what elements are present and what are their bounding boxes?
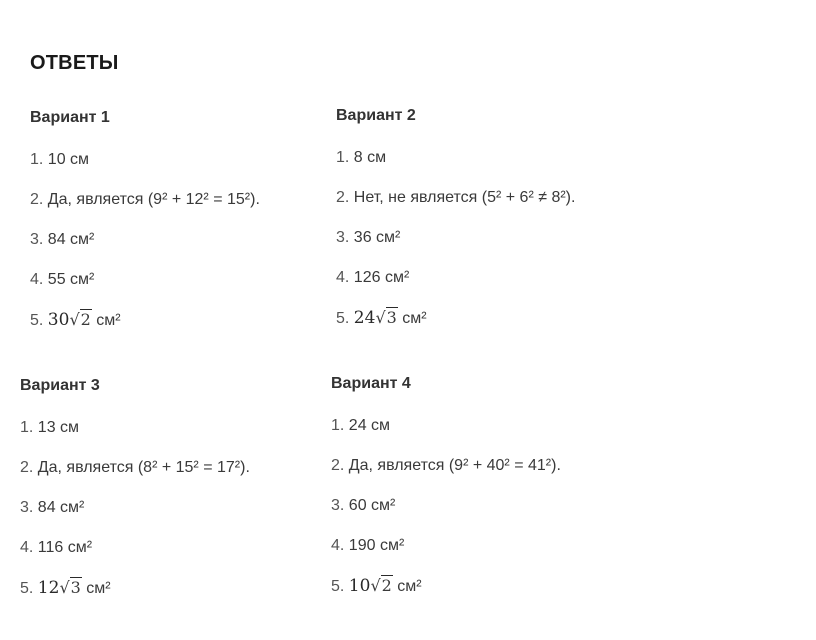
answer-2 bbox=[30, 189, 260, 211]
answer-number: 3. bbox=[30, 231, 44, 248]
answer-number: 1. bbox=[30, 151, 44, 168]
answer-number: 5. bbox=[336, 310, 350, 327]
answer-1 bbox=[20, 417, 250, 439]
answer-number: 2. bbox=[336, 189, 350, 206]
answer-3 bbox=[331, 495, 561, 517]
math-coefficient: 24 bbox=[353, 308, 376, 328]
answer-number: 2. bbox=[331, 457, 345, 474]
answer-number: 4. bbox=[20, 539, 34, 556]
sqrt-expression bbox=[69, 309, 91, 332]
radical-sign-icon: √ bbox=[59, 578, 70, 597]
answer-5 bbox=[331, 575, 561, 597]
answer-number: 4. bbox=[331, 537, 345, 554]
answer-number: 1. bbox=[336, 149, 350, 166]
answer-number: 5. bbox=[20, 580, 34, 597]
math-coefficient: 12 bbox=[37, 578, 60, 598]
answer-2 bbox=[20, 457, 250, 479]
answer-2 bbox=[331, 455, 561, 477]
radical-sign-icon: √ bbox=[370, 576, 381, 595]
answer-text: Да, является (8² + 15² = 17²). bbox=[37, 459, 250, 476]
answer-3 bbox=[336, 227, 575, 249]
answer-text: 8 см bbox=[353, 149, 387, 166]
answer-number: 1. bbox=[20, 419, 34, 436]
answer-text: 60 см² bbox=[348, 497, 396, 514]
answer-text: 190 см² bbox=[348, 537, 405, 554]
answer-text: Нет, не является (5² + 6² ≠ 8²). bbox=[353, 189, 576, 206]
answer-1 bbox=[331, 415, 561, 437]
variant-1 bbox=[30, 107, 260, 331]
answer-number: 1. bbox=[331, 417, 345, 434]
answer-5 bbox=[30, 309, 260, 331]
answer-text: 84 см² bbox=[47, 231, 95, 248]
variant-title: Вариант 1 bbox=[30, 109, 110, 126]
answer-1 bbox=[30, 149, 260, 171]
radical-sign-icon: √ bbox=[69, 310, 80, 329]
answer-text: Да, является (9² + 12² = 15²). bbox=[47, 191, 260, 208]
answer-number: 4. bbox=[336, 269, 350, 286]
answer-unit: см² bbox=[86, 580, 111, 597]
variant-title: Вариант 4 bbox=[331, 375, 411, 392]
answer-1 bbox=[336, 147, 575, 169]
variant-3 bbox=[20, 375, 250, 599]
answer-4 bbox=[30, 269, 260, 291]
answer-text: Да, является (9² + 40² = 41²). bbox=[348, 457, 561, 474]
answer-number: 3. bbox=[20, 499, 34, 516]
answer-3 bbox=[30, 229, 260, 251]
answer-text: 10 см bbox=[47, 151, 90, 168]
answer-unit: см² bbox=[402, 310, 427, 327]
variant-2 bbox=[336, 105, 575, 329]
sqrt-expression bbox=[375, 307, 397, 330]
variant-title: Вариант 3 bbox=[20, 377, 100, 394]
answer-unit: см² bbox=[397, 578, 422, 595]
radicand: 3 bbox=[70, 578, 81, 597]
sqrt-expression bbox=[59, 577, 81, 600]
answer-number: 4. bbox=[30, 271, 44, 288]
answer-text: 84 см² bbox=[37, 499, 85, 516]
answer-number: 5. bbox=[331, 578, 345, 595]
answer-unit: см² bbox=[96, 312, 121, 329]
math-coefficient: 10 bbox=[348, 576, 371, 596]
answer-number: 2. bbox=[30, 191, 44, 208]
answer-text: 126 см² bbox=[353, 269, 410, 286]
answer-number: 5. bbox=[30, 312, 44, 329]
answer-4 bbox=[331, 535, 561, 557]
answer-2 bbox=[336, 187, 575, 209]
answer-number: 2. bbox=[20, 459, 34, 476]
answer-number: 3. bbox=[331, 497, 345, 514]
radicand: 2 bbox=[381, 576, 392, 595]
answer-text: 13 см bbox=[37, 419, 80, 436]
variant-4 bbox=[331, 373, 561, 597]
sqrt-expression bbox=[370, 575, 392, 598]
answer-text: 116 см² bbox=[37, 539, 93, 556]
answer-3 bbox=[20, 497, 250, 519]
answer-number: 3. bbox=[336, 229, 350, 246]
answer-5 bbox=[336, 307, 575, 329]
radicand: 3 bbox=[386, 308, 397, 327]
answer-text: 36 см² bbox=[353, 229, 401, 246]
answer-5 bbox=[20, 577, 250, 599]
variant-title: Вариант 2 bbox=[336, 107, 416, 124]
math-coefficient: 30 bbox=[47, 310, 70, 330]
answer-text: 55 см² bbox=[47, 271, 95, 288]
answer-4 bbox=[20, 537, 250, 559]
page-title: ОТВЕТЫ bbox=[30, 52, 119, 74]
radical-sign-icon: √ bbox=[375, 308, 386, 327]
answer-text: 24 см bbox=[348, 417, 391, 434]
radicand: 2 bbox=[80, 310, 91, 329]
answer-4 bbox=[336, 267, 575, 289]
